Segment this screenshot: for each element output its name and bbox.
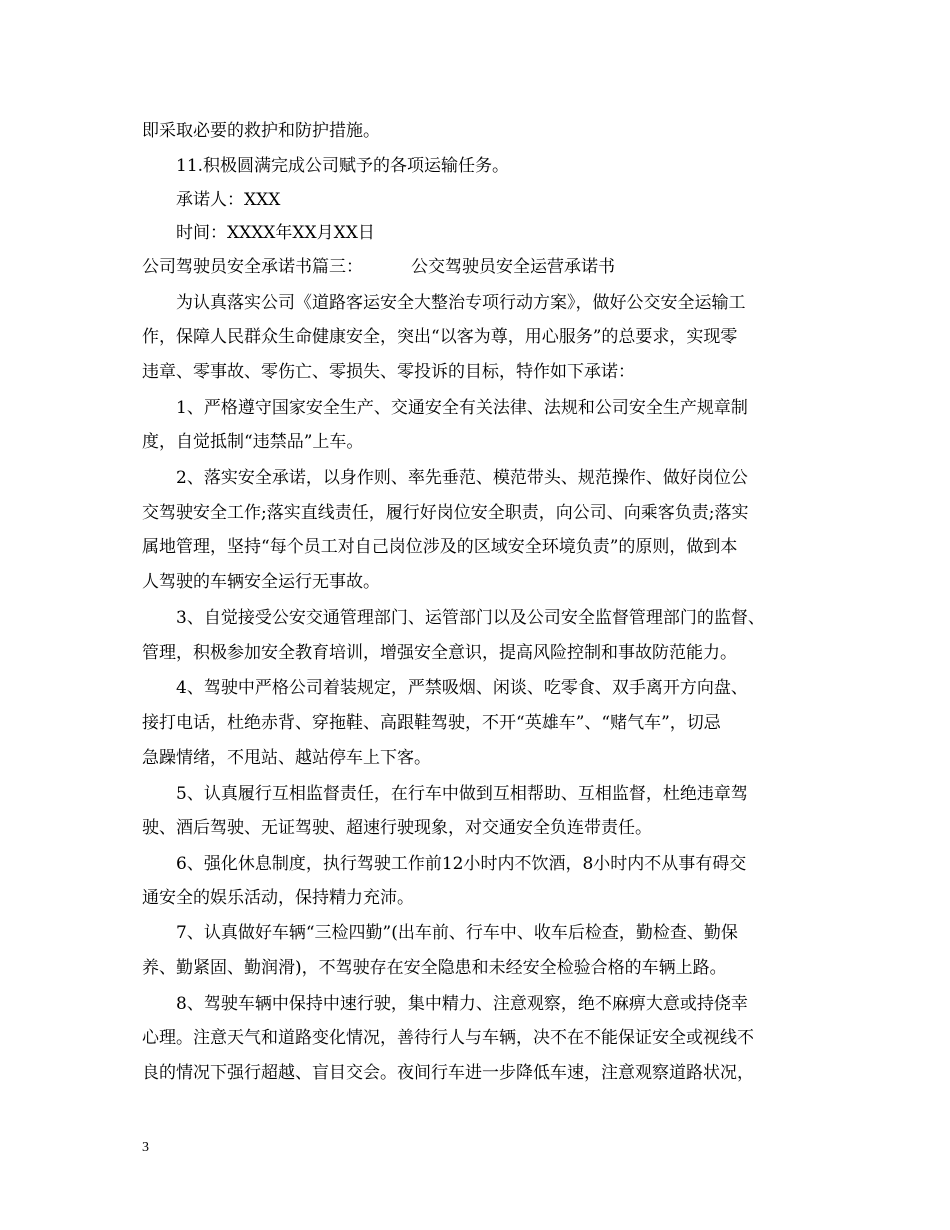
body-line: 8、驾驶车辆中保持中速行驶，集中精力、注意观察，绝不麻痹大意或持侥幸 xyxy=(176,994,748,1014)
signer-line: 承诺人：XXX xyxy=(176,190,281,210)
body-line: 违章、零事故、零伤亡、零损失、零投诉的目标，特作如下承诺： xyxy=(142,362,635,382)
body-line: 接打电话，杜绝赤背、穿拖鞋、高跟鞋驾驶，不开“英雄车”、“赌气车”，切忌 xyxy=(142,713,721,733)
section-heading-part-b: 公交驾驶员安全运营承诺书 xyxy=(411,257,615,277)
body-line: 5、认真履行互相监督责任，在行车中做到互相帮助、互相监督，杜绝违章驾 xyxy=(176,784,748,804)
body-line: 度，自觉抵制“违禁品”上车。 xyxy=(142,432,364,452)
body-line: 驶、酒后驾驶、无证驾驶、超速行驶现象，对交通安全负连带责任。 xyxy=(142,818,652,838)
body-line: 7、认真做好车辆“三检四勤”(出车前、行车中、收车后检查，勤检查、勤保 xyxy=(176,923,738,943)
page-number: 3 xyxy=(142,1140,149,1155)
section-heading-part-a: 公司驾驶员安全承诺书篇三： xyxy=(142,257,363,277)
body-line: 通安全的娱乐活动，保持精力充沛。 xyxy=(142,888,414,908)
section-heading xyxy=(142,256,615,278)
body-line: 1、严格遵守国家安全生产、交通安全有关法律、法规和公司安全生产规章制 xyxy=(176,398,748,418)
body-line: 属地管理，坚持“每个员工对自己岗位涉及的区域安全环境负责”的原则，做到本 xyxy=(142,537,738,557)
body-line: 养、勤紧固、勤润滑)，不驾驶存在安全隐患和未经安全检验合格的车辆上路。 xyxy=(142,958,727,978)
body-line: 心理。注意天气和道路变化情况，善待行人与车辆，决不在不能保证安全或视线不 xyxy=(142,1028,754,1048)
body-line: 11.积极圆满完成公司赋予的各项运输任务。 xyxy=(176,156,510,176)
body-line: 良的情况下强行超越、盲目交会。夜间行车进一步降低车速，注意观察道路状况， xyxy=(142,1063,754,1083)
body-line: 4、驾驶中严格公司着装规定，严禁吸烟、闲谈、吃零食、双手离开方向盘、 xyxy=(176,678,748,698)
body-line: 即采取必要的救护和防护措施。 xyxy=(142,121,380,141)
body-line: 管理，积极参加安全教育培训，增强安全意识，提高风险控制和事故防范能力。 xyxy=(142,643,737,663)
body-line: 急躁情绪，不甩站、越站停车上下客。 xyxy=(142,748,431,768)
date-line: 时间：XXXX年XX月XX日 xyxy=(176,223,375,243)
body-line: 作，保障人民群众生命健康安全，突出“以客为尊，用心服务”的总要求，实现零 xyxy=(142,327,738,347)
body-line: 3、自觉接受公安交通管理部门、运管部门以及公司安全监督管理部门的监督、 xyxy=(176,608,765,628)
body-line: 2、落实安全承诺，以身作则、率先垂范、模范带头、规范操作、做好岗位公 xyxy=(176,468,748,488)
body-line: 交驾驶安全工作;落实直线责任，履行好岗位安全职责，向公司、向乘客负责;落实 xyxy=(142,503,749,523)
body-line: 人驾驶的车辆安全运行无事故。 xyxy=(142,572,380,592)
body-line: 为认真落实公司《道路客运安全大整治专项行动方案》，做好公交安全运输工 xyxy=(176,293,746,313)
body-line: 6、强化休息制度，执行驾驶工作前12小时内不饮酒，8小时内不从事有碍交 xyxy=(176,854,747,874)
